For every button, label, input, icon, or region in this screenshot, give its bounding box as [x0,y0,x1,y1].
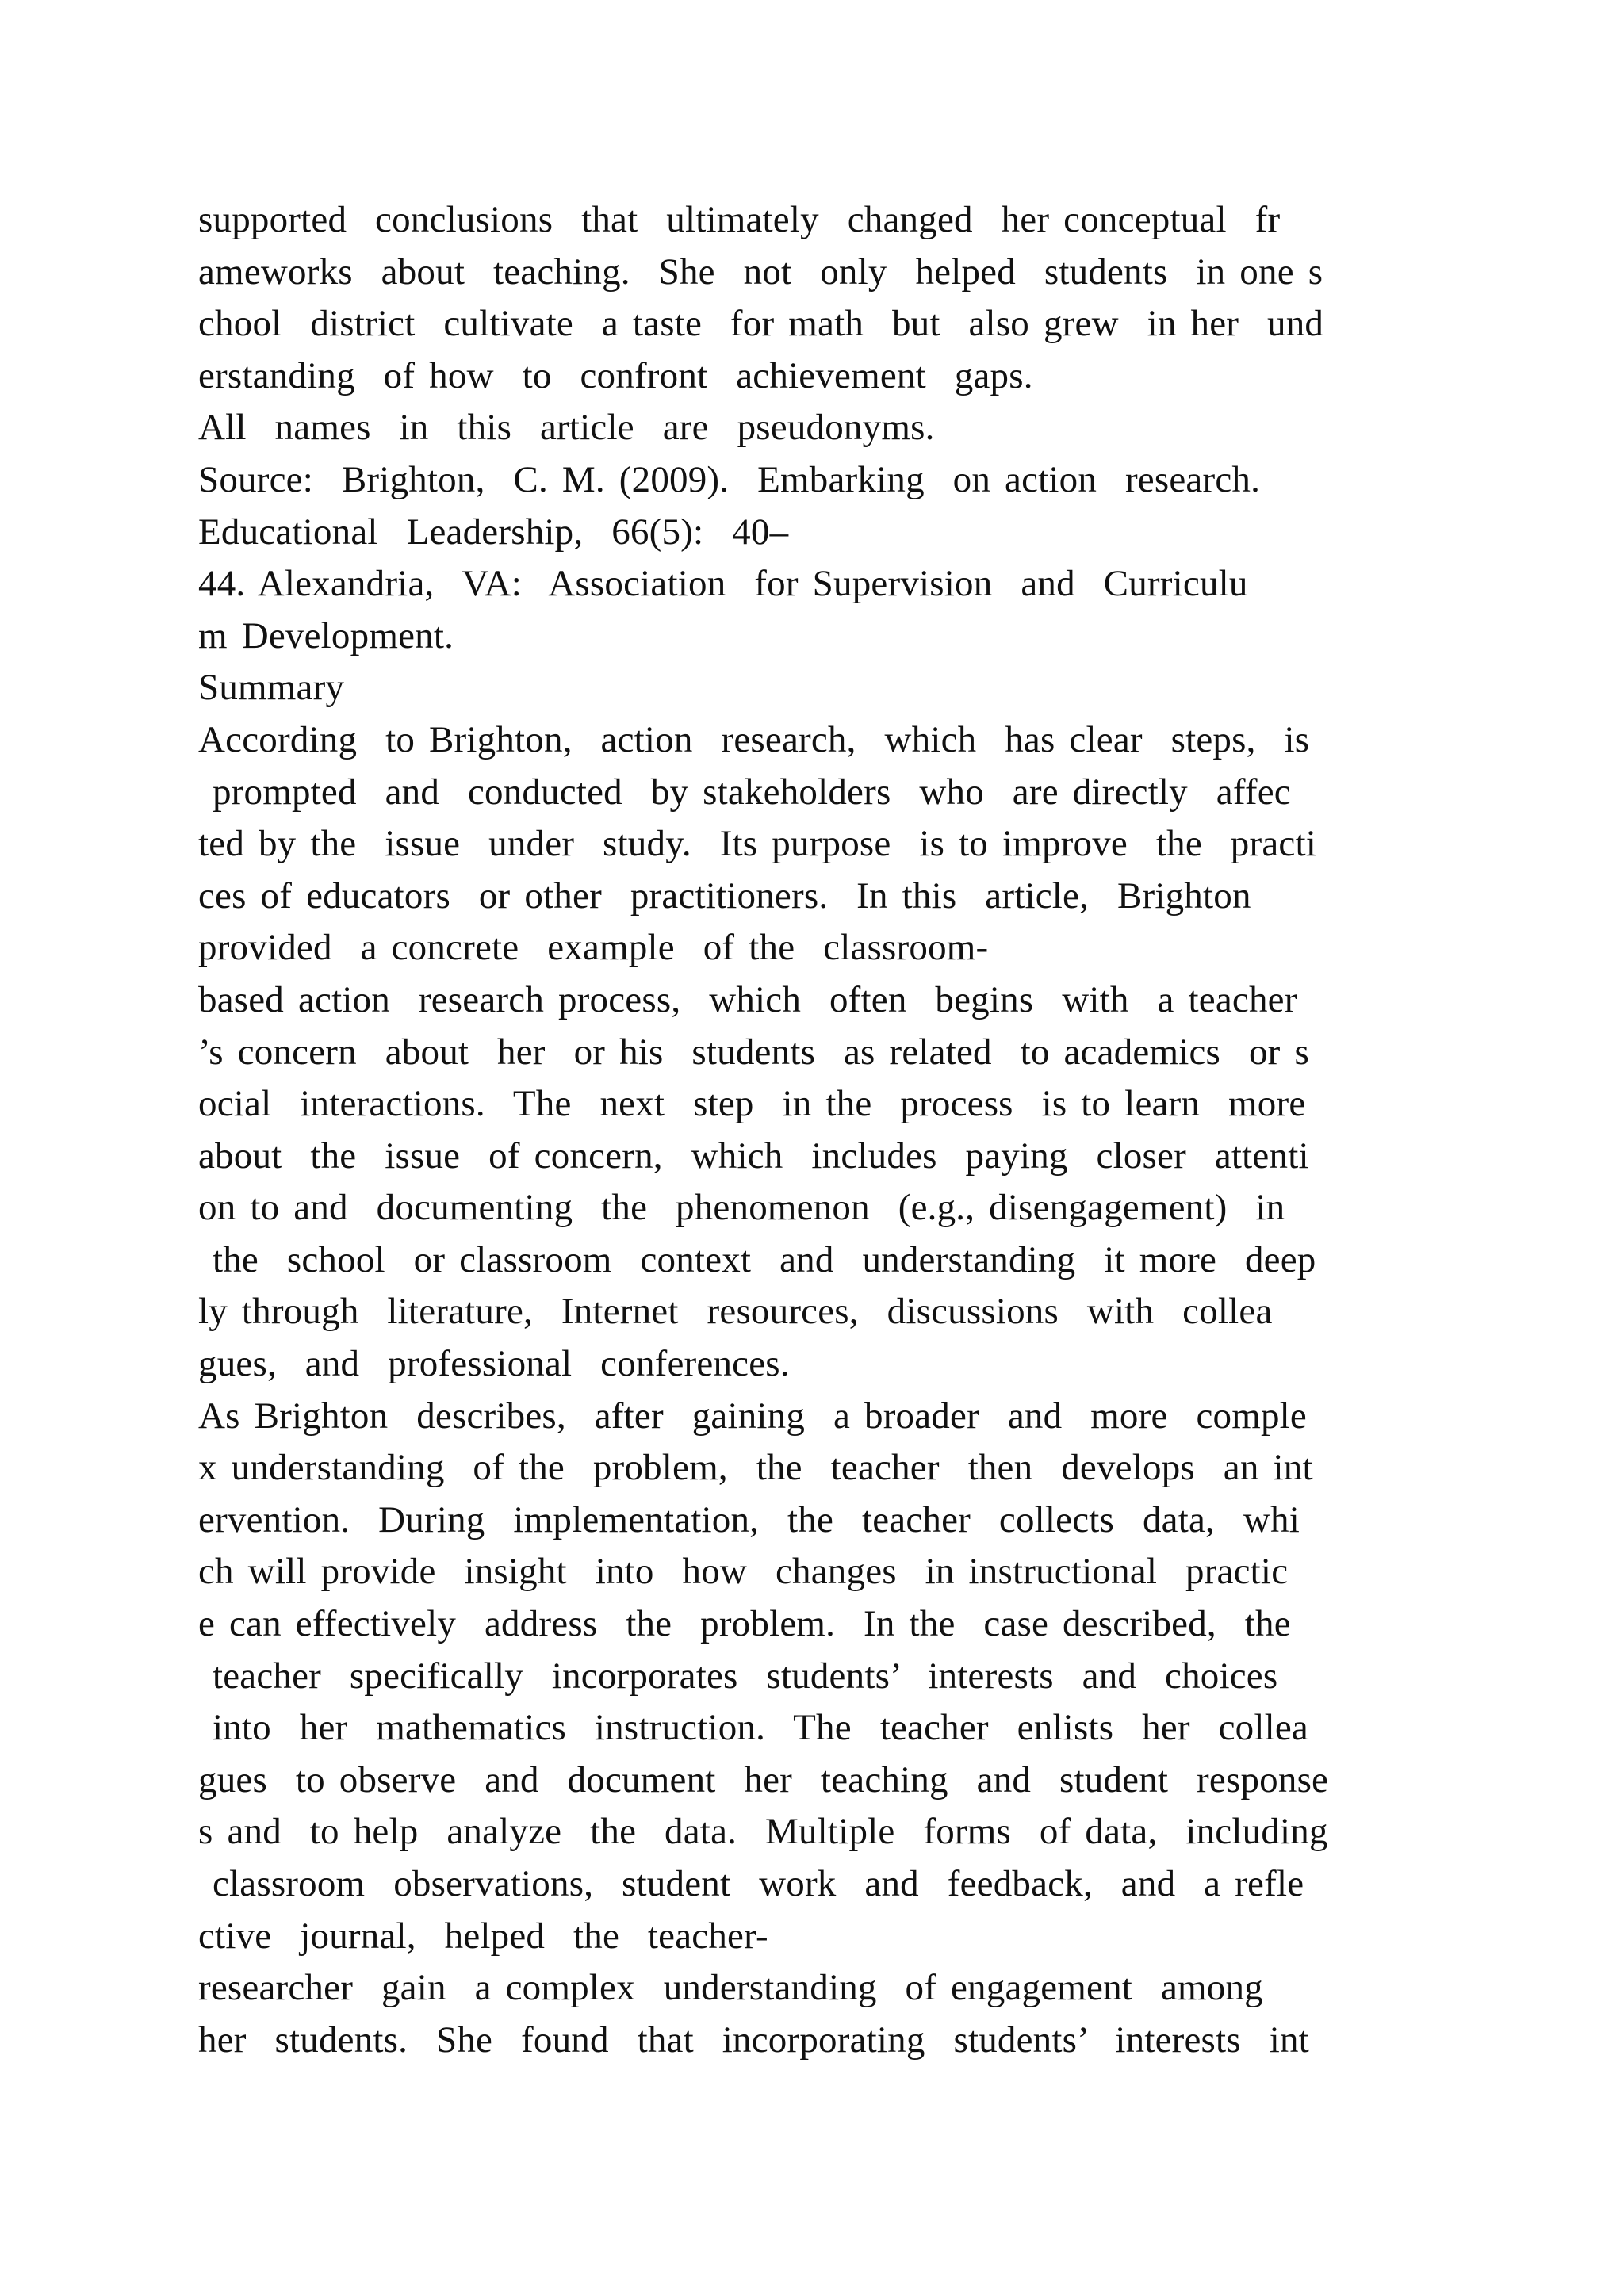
text-line: teacher specifically incorporates students’ interests and choices [198,1655,1278,1697]
text-line: her students. She found that incorporating students’ interests int [198,2019,1309,2061]
text-line: ted by the issue under study. Its purpose is to improve the practi [198,823,1316,865]
text-line: provided a concrete example of the classroom- [198,927,989,969]
text-line: Source: Brighton, C. M. (2009). Embarking on action research. [198,458,1261,500]
text-line: chool district cultivate a taste for math but also grew in her und [198,303,1324,345]
text-line: gues, and professional conferences. [198,1343,790,1385]
text-line: ch will provide insight into how changes in instructional practic [198,1551,1289,1593]
text-line: ctive journal, helped the teacher- [198,1915,768,1957]
text-line: ces of educators or other practitioners. In this article, Brighton [198,874,1251,916]
text-line: ocial interactions. The next step in the process is to learn more [198,1083,1306,1125]
text-line: ly through literature, Internet resources, discussions with collea [198,1291,1273,1333]
text-line: the school or classroom context and understanding it more deep [198,1238,1316,1280]
text-line: s and to help analyze the data. Multiple forms of data, including [198,1811,1328,1853]
text-line: As Brighton describes, after gaining a broader and more comple [198,1395,1307,1437]
text-line: on to and documenting the phenomenon (e.g., disengagement) in [198,1187,1285,1229]
text-line: into her mathematics instruction. The teacher enlists her collea [198,1707,1308,1749]
text-line: ameworks about teaching. She not only helped students in one s [198,251,1323,293]
text-line: based action research process, which often begins with a teacher [198,978,1297,1020]
text-line: According to Brighton, action research, which has clear steps, is [198,718,1310,760]
text-line: erstanding of how to confront achievement gaps. [198,354,1033,396]
text-line: x understanding of the problem, the teacher then develops an int [198,1447,1313,1489]
text-line: prompted and conducted by stakeholders who are directly affec [198,771,1291,813]
text-line: about the issue of concern, which includes paying closer attenti [198,1135,1309,1177]
text-line: supported conclusions that ultimately changed her conceptual fr [198,199,1281,240]
text-line: 44. Alexandria, VA: Association for Supervision and Curriculu [198,563,1248,605]
text-line: classroom observations, student work and feedback, and a refle [198,1863,1304,1904]
text-line: researcher gain a complex understanding of engagement among [198,1967,1263,2009]
section-heading: Summary [198,667,345,709]
text-line: Educational Leadership, 66(5): 40– [198,511,789,553]
text-line: m Development. [198,614,454,656]
text-line: ervention. During implementation, the teacher collects data, whi [198,1498,1300,1540]
text-line: All names in this article are pseudonyms. [198,407,935,449]
text-line: gues to observe and document her teaching and student response [198,1758,1329,1800]
document-body-text [198,194,1435,2066]
text-line: e can effectively address the problem. In the case described, the [198,1603,1291,1645]
text-line: ’s concern about her or his students as related to academics or s [198,1031,1309,1073]
